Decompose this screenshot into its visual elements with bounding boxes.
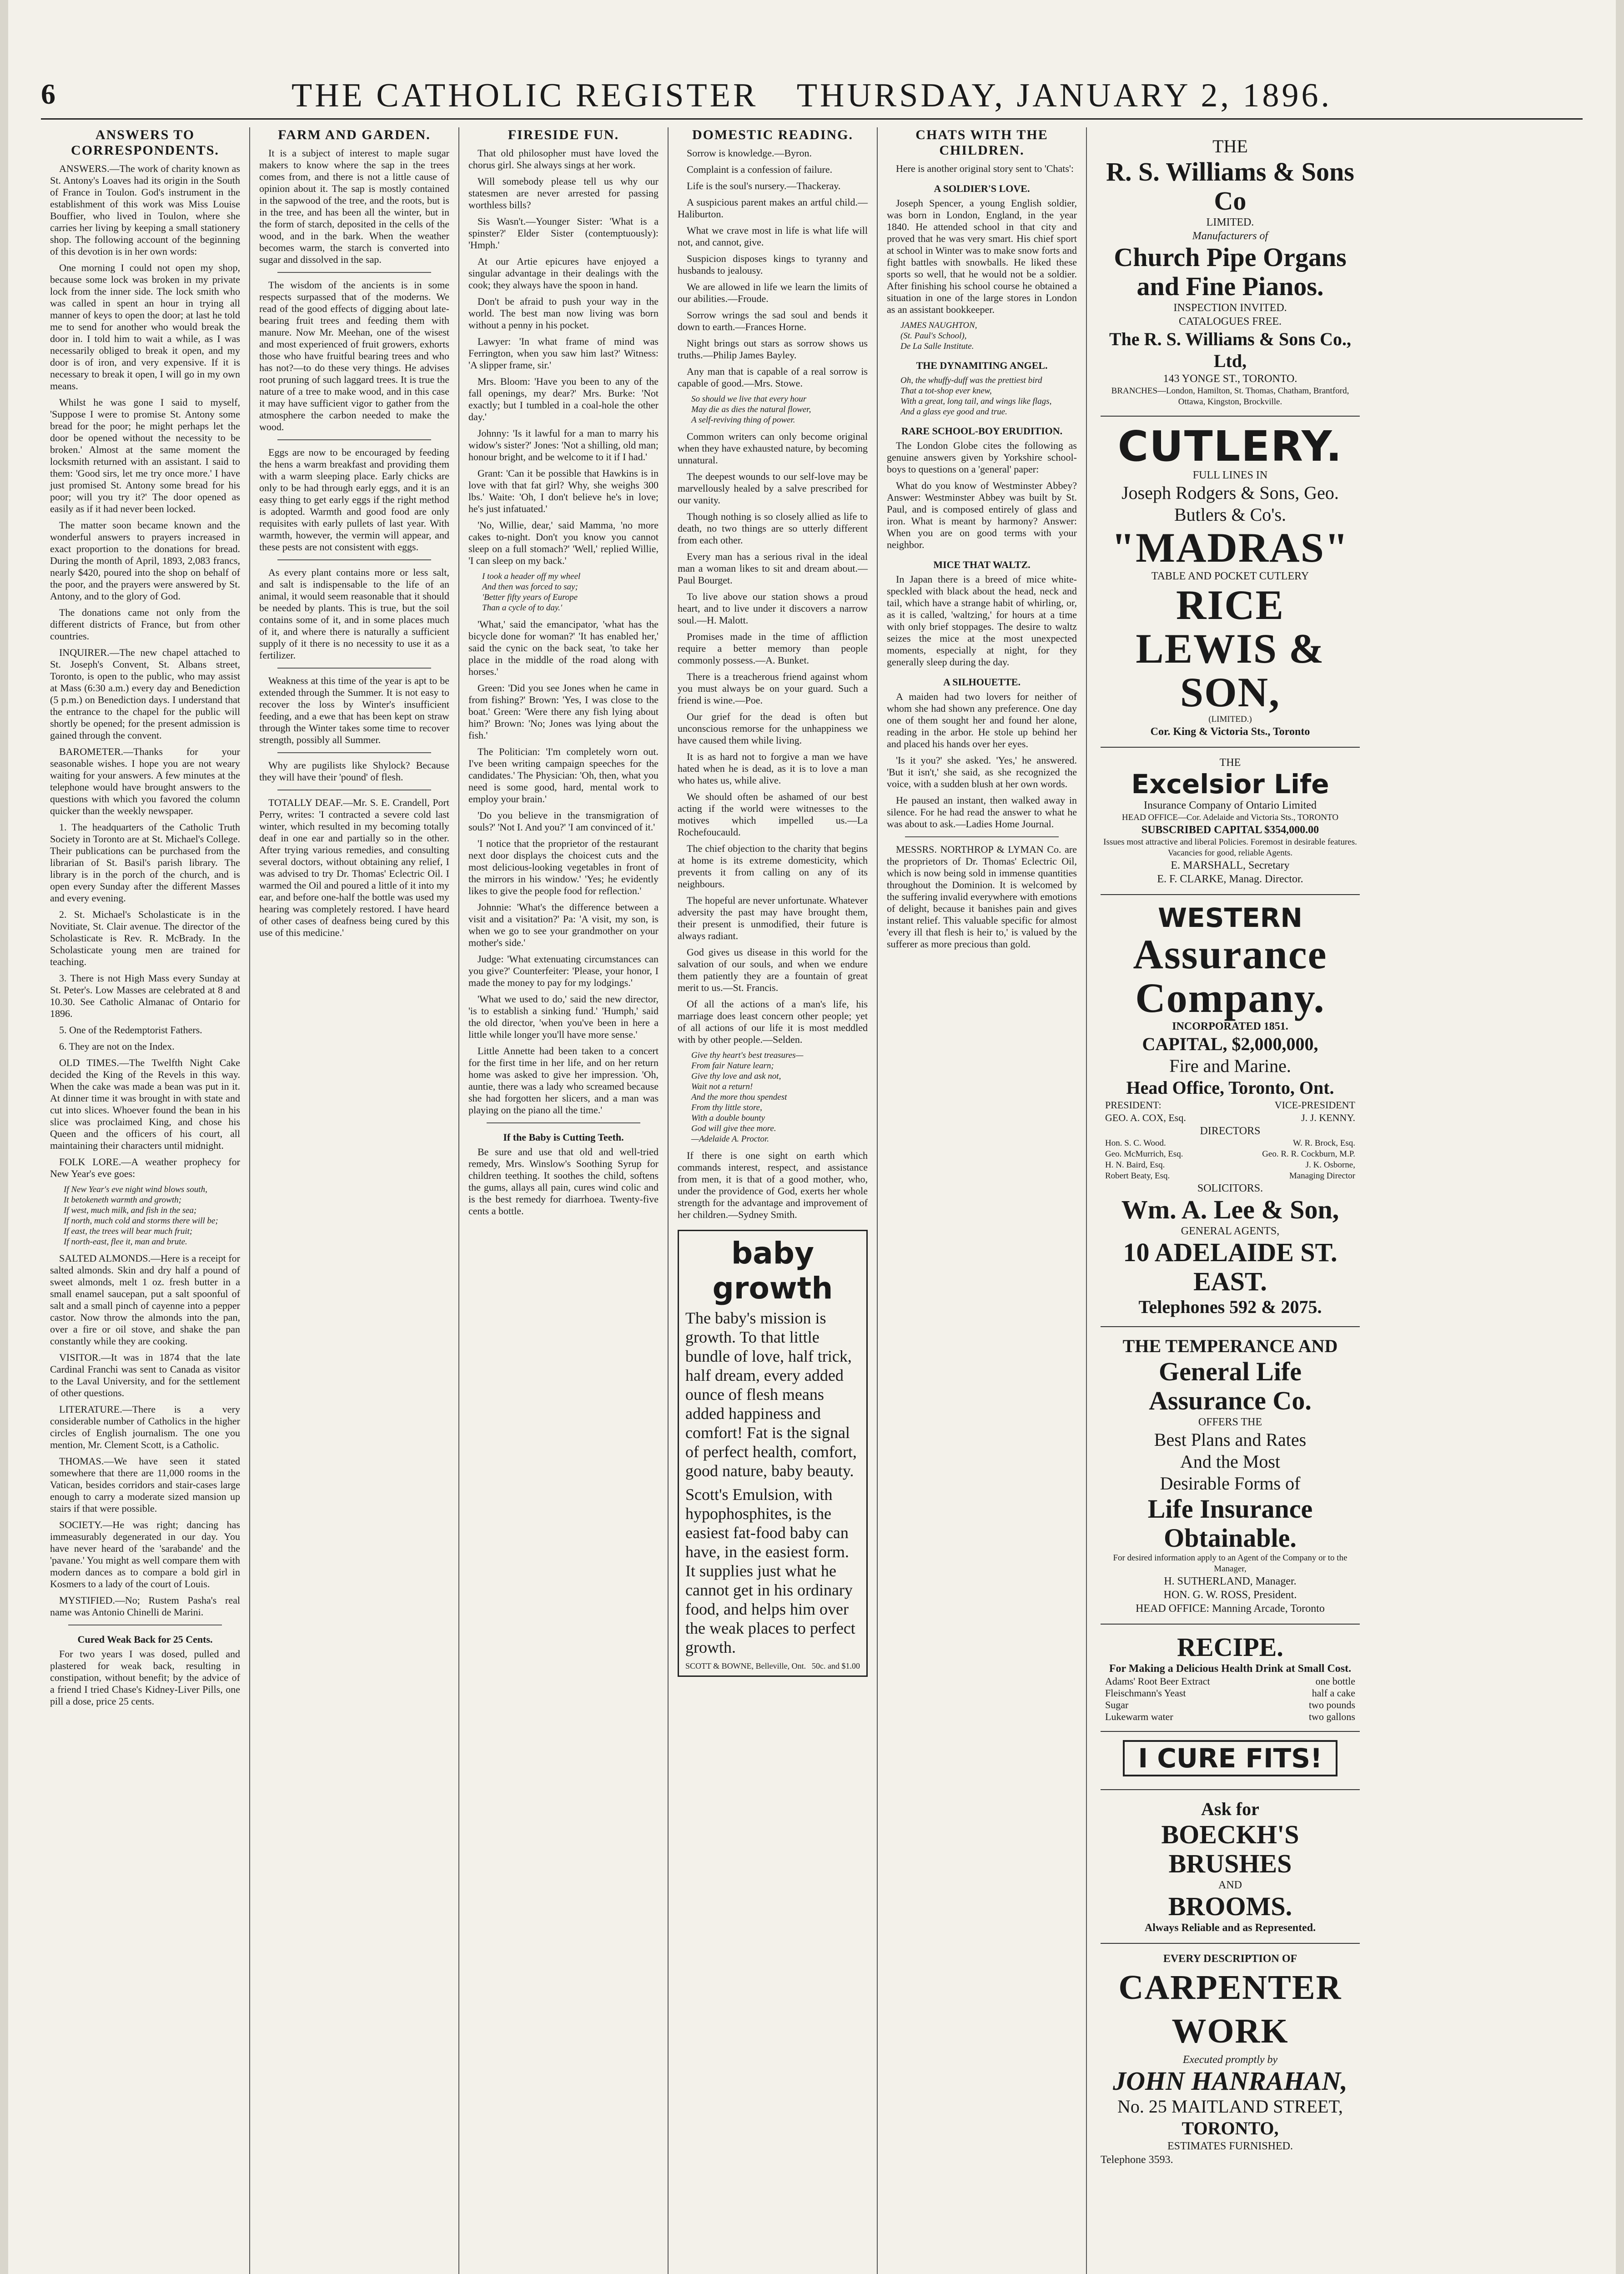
ad-line: THE TEMPERANCE AND [1122,1336,1338,1356]
williams-ad [1101,127,1360,417]
paragraph: Lawyer: 'In what frame of mind was Ferrington, when you saw him last?' Witness: 'A slipper frame, sir.' [468,336,659,371]
paragraph: He paused an instant, then walked away in silence. For he had read the answer to what he was about to ask.—Ladies Home Journal. [887,795,1077,830]
paragraph: Joseph Spencer, a young English soldier, was born in London, England, in the year 1840. He attended school in that city and proved that he was very smart. His chief sport at school in Winter was to make snow forts and fight battles with snowballs. He liked these sports so well, that he would not be a soldier. After finishing his school course he obtained a situation in one of the large stores in London as an assistant bookkeeper. [887,197,1077,315]
divider [487,1122,640,1123]
paragraph: INQUIRER.—The new chapel attached to St. Joseph's Convent, St. Albans street, Toronto, is open to the public, who may assist at Mass (6:30 a.m.) every day and Benediction (5 p.m.) on Benediction days. I understand that the entrance to the chapel for the public will shortly be opened; for the present admission is gained through the convent. [50,647,240,741]
page-number: 6 [41,78,55,110]
ad-line: Life Insurance Obtainable. [1147,1494,1313,1553]
ad-line: "MADRAS" [1111,524,1349,571]
paragraph: The London Globe cites the following as genuine answers given by Yorkshire school-boys to questions on a 'general' paper: [887,440,1077,475]
divider [277,668,431,669]
ad-line: TORONTO, [1182,2118,1279,2138]
cutlery-ad [1101,417,1360,748]
paragraph: LITERATURE.—There is a very considerable number of Catholics in the higher circles of English journalism. The one you mention, Mr. Clement Scott, is a Catholic. [50,1404,240,1450]
paragraph: MESSRS. NORTHROP & LYMAN Co. are the proprietors of Dr. Thomas' Eclectric Oil, which is now being sold in immense quantities throughout the Dominion. It is welcomed by the suffering invalid everywhere with emotions of delight, because it banishes pain and gives instant relief. This valuable specific for almost 'every ill that flesh is heir to,' is valued by the sufferer as more precious than gold. [887,844,1077,950]
ad-line: $354,000.00 [1264,824,1319,836]
paragraph: There is a treacherous friend against whom you must always be on your guard. Such a friend is wine.—Poe. [678,671,868,706]
column-domestic-reading [669,127,878,2274]
ad-maker: SCOTT & BOWNE, Belleville, Ont. [685,1661,806,1670]
officers [1101,1099,1360,1124]
paragraph: 'Do you believe in the transmigration of souls?' 'Not I. And you?' 'I am convinced of it.' [468,810,659,833]
item-title: MICE THAT WALTZ. [933,559,1031,570]
paragraph: Here is another original story sent to 'Chats': [896,163,1074,174]
column-heading: FARM AND GARDEN. [278,127,431,142]
ad-line: General Life Assurance Co. [1149,1357,1312,1415]
fits-ad [1101,1732,1360,1790]
ad-line: ESTIMATES FURNISHED. [1167,2140,1293,2152]
ad-line: PRESIDENT: [1105,1099,1161,1111]
western-ad [1101,895,1360,1327]
ad-line: AND [1218,1879,1242,1891]
divider [277,272,431,273]
ad-line: SOLICITORS. [1197,1182,1263,1194]
paragraph: Complaint is a confession of failure. [687,164,833,175]
item-title: If the Baby is Cutting Teeth. [503,1132,624,1143]
ad-line: INCORPORATED 1851. [1172,1021,1288,1032]
paragraph: MYSTIFIED.—No; Rustem Pasha's real name was Antonio Chinelli de Marini. [50,1595,240,1618]
paragraph: The wisdom of the ancients is in some respects surpassed that of the moderns. We read of the good effects of digging about late-bearing fruit trees and feeding them with manure. Now Mr. Meehan, one of the wisest and most experienced of fruit growers, exhorts those who have fruitful bearing trees and who has not?—to do these very things. He advises root pruning of such laggard trees. It is true the nature of a tree to make wood, and in this case it may have sufficient vigor to gather from the atmosphere the carbon needed to make the wood. [259,279,449,433]
ad-line: VICE-PRESIDENT [1274,1099,1355,1111]
ad-line: GEO. A. COX, Esq. [1105,1112,1186,1123]
ad-line: DIRECTORS [1200,1125,1261,1137]
ad-line: Always Reliable and as Represented. [1144,1922,1316,1934]
ad-body: Scott's Emulsion, with hypophosphites, is the easiest fat-food baby can have, in the easiest form. It supplies just what he cannot get in his ordinary food, and helps him over the weak places to perfect growth. [685,1485,855,1656]
paragraph: Green: 'Did you see Jones when he came in from fishing?' Brown: 'Yes, I was close to the boat.' Green: 'Were there any fish lying about him?' Brown: 'No; Jones was lying about the fish.' [468,682,659,741]
ad-line: No. 25 MAITLAND STREET, [1117,2096,1343,2117]
paragraph: Grant: 'Can it be possible that Hawkins is in love with that fat girl? Why, she weighs 300 lbs.' Waite: 'Oh, I don't believe he's in love; he's just infatuated.' [468,468,659,514]
ad-line: THE [1219,757,1241,769]
paragraph: Little Annette had been taken to a concert for the first time in her life, and on her return home was asked to give her impression. 'Oh, auntie, there was a lady who screamed because she had forgotten her slicers, and a man was playing on the piano all the time.' [468,1045,659,1116]
paragraph: Will somebody please tell us why our statesmen are never arrested for passing worthless bills? [468,176,659,211]
item-title: THE DYNAMITING ANGEL. [916,360,1048,371]
paragraph: VISITOR.—It was in 1874 that the late Cardinal Franchi was sent to Canada as visitor to the Laval University, and for the settlement of other questions. [50,1352,240,1399]
paragraph: The chief objection to the charity that begins at home is its extreme domesticity, which prevents it from calling on any of its neighbours. [678,843,868,890]
ad-line: E. F. CLARKE, Manag. Director. [1157,873,1303,885]
carpenter-ad [1101,1944,1360,2175]
paragraph: The Politician: 'I'm completely worn out. I've been writing campaign speeches for the candidates.' The Physician: 'Oh, then, what you need is some good, hard, mental work to employ your brain.' [468,746,659,805]
paragraph: A maiden had two lovers for neither of whom she had shown any preference. One day one of them sought her and found her alone, reading in the arbor. He stole up behind her and placed his hands over her eyes. [887,691,1077,750]
boeckh-ad [1101,1790,1360,1944]
paragraph: 6. They are not on the Index. [59,1041,175,1052]
ad-line: For desired information apply to an Agent of the Company or to the Manager, [1113,1553,1347,1574]
ad-line: OFFERS THE [1198,1416,1262,1428]
paragraph: God gives us disease in this world for the salvation of our souls, and when we endure them patiently they are a fountain of great merit to us.—St. Francis. [678,946,868,993]
ad-line: JOHN HANRAHAN, [1113,2066,1347,2096]
paragraph: Promises made in the time of affliction require a better memory than people commonly possess.—A. Bunket. [678,631,868,666]
ad-line: Hon. S. C. Wood. Geo. McMurrich, Esq. H. N. Baird, Esq. Robert Beaty, Esq. [1105,1138,1183,1181]
ad-title: baby growth [712,1236,833,1306]
column-heading: DOMESTIC READING. [692,127,854,142]
ad-line: LIMITED. [1206,216,1254,228]
weather-poem: If New Year's eve night wind blows south, It betokeneth warmth and growth; If west, much milk, and fish in the sea; If north, much cold and storms there will be; If east, the trees will bear much fruit; If north-east, flee it, man and brute. [64,1185,218,1247]
masthead [41,68,1583,120]
ad-line: Head Office, Toronto, Ont. [1126,1077,1334,1098]
temperance-ad [1101,1327,1360,1625]
ad-line: Issues most attractive and liberal Policies. Foremost in desirable features. Vacancies for good, reliable Agents. [1103,837,1357,858]
paragraph: SALTED ALMONDS.—Here is a receipt for salted almonds. Skin and dry half a pound of sweet almonds, melt 1 oz. fresh butter in a small enamel saucepan, put a salt spoonful of salt and a small pinch of cayenne into a pepper castor. Now throw the almonds into the pan, over a fire or oil stove, and shake the pan constantly while they are cooking. [50,1253,240,1347]
paragraph: Of all the actions of a man's life, his marriage does least concern other people; yet of all actions of our life it is most meddled with by other people.—Selden. [678,998,868,1045]
divider [905,836,1059,837]
ad-price: 50c. and $1.00 [812,1661,860,1670]
paragraph: Sorrow wrings the sad soul and bends it down to earth.—Frances Horne. [678,309,868,332]
recipe-ad [1101,1625,1360,1732]
item-title: RARE SCHOOL-BOY ERUDITION. [901,425,1063,437]
ad-line: SUBSCRIBED CAPITAL [1141,824,1262,836]
ad-line: CUTLERY. [1117,422,1343,471]
ad-line: Desirable Forms of [1160,1473,1301,1494]
page-columns [41,127,1583,2274]
paragraph: 'No, Willie, dear,' said Mamma, 'no more cakes to-night. Don't you know you cannot sleep on a full stomach?' 'Well,' replied Willie, 'I can sleep on my back.' [468,519,659,566]
item-title: A SILHOUETTE. [943,676,1021,688]
ad-line: (LIMITED.) [1208,714,1252,724]
paragraph: Though nothing is so closely allied as life to death, no two things are so utterly different from each other. [678,511,868,546]
treasure-poem: Give thy heart's best treasures— From fair Nature learn; Give thy love and ask not, Wait not a return! And the more thou spendest From thy little store, With a double bounty God will give thee more. —Adelaide A. Proctor. [691,1051,804,1144]
paragraph: We should often be ashamed of our best acting if the world were witnesses to the motives which impelled us.—La Rochefoucauld. [678,791,868,838]
paragraph: 1. The headquarters of the Catholic Truth Society in Toronto are at St. Michael's College. Their publications can be purchased from the librarian of St. Basil's parish library. The library is in the porch of the church, and is open every Sunday after the different Masses and every evening. [50,821,240,904]
paragraph: As every plant contains more or less salt, and salt is indispensable to the life of an animal, it would seem reasonable that it should be needed by plants. This is true, but the soil contains some of it, and in some places much of it, and where there is naturally a sufficient supply of it there is no necessity to use it as a fertilizer. [259,567,449,661]
paragraph: Suspicion disposes kings to tyranny and husbands to jealousy. [678,253,868,276]
column-heading: CHATS WITH THE CHILDREN. [915,127,1048,158]
scotts-emulsion-ad [678,1230,868,1677]
ad-signature [685,1661,860,1671]
paragraph: Every man has a serious rival in the ideal man a woman likes to sit and dream about.—Paul Bourget. [678,551,868,586]
ad-line: Manufacturers of [1192,230,1268,242]
ad-line: HEAD OFFICE: Manning Arcade, Toronto [1136,1603,1325,1615]
ad-line: J. J. KENNY. [1301,1112,1355,1123]
recipe-item: Lukewarm water [1105,1711,1173,1722]
recipe-item: Sugar [1105,1699,1129,1711]
ad-line: BROOMS. [1168,1892,1292,1921]
paragraph: Sis Wasn't.—Younger Sister: 'What is a spinster?' Elder Sister (contemptuously): 'Hmph.' [468,216,659,251]
column-chats-children [878,127,1087,2274]
ad-line: RICE LEWIS & SON, [1136,582,1325,715]
paragraph: We are allowed in life we learn the limits of our abilities.—Froude. [678,281,868,304]
paragraph: Johnnie: 'What's the difference between a visit and a visitation?' Pa: 'A visit, my son, is when we go to see your grandmother on your mother's side.' [468,901,659,948]
paragraph: Any man that is capable of a real sorrow is capable of good.—Mrs. Stowe. [678,366,868,389]
paragraph: It is a subject of interest to maple sugar makers to know where the sap in the trees comes from, and there is not a little cause of opinion about it. The sap is mostly contained in the sapwood of the tree, and the roots, but is in the tree, and has been all the winter, but in the form of starch, deposited in the cells of the wood, and in the bark. When the weather becomes warm, the starch is converted into sugar and dissolved in the sap. [259,147,449,265]
ad-line: W. R. Brock, Esq. Geo. R. R. Cockburn, M.P. J. K. Osborne, Managing Director [1262,1138,1355,1181]
item-title: Cured Weak Back for 25 Cents. [77,1634,213,1645]
ad-line: 10 ADELAIDE ST. EAST. [1123,1238,1337,1296]
issue-date: THURSDAY, JANUARY 2, 1896. [796,77,1332,114]
ad-line: HEAD OFFICE—Cor. Adelaide and Victoria Sts., TORONTO [1121,813,1339,822]
recipe-qty: two gallons [1308,1711,1355,1722]
paragraph: Our grief for the dead is often but unconscious remorse for the unhappiness we have caused them while living. [678,711,868,746]
ad-line: HON. G. W. ROSS, President. [1163,1589,1297,1601]
cycle-poem: I took a header off my wheel And then was forced to say; 'Better fifty years of Europe Than a cycle of to day.' [482,572,581,613]
recipe-qty: half a cake [1312,1687,1355,1699]
ad-line: H. SUTHERLAND, Manager. [1164,1575,1297,1587]
paragraph: Life is the soul's nursery.—Thackeray. [687,180,841,191]
paragraph: 'I notice that the proprietor of the restaurant next door displays the choicest cuts and the most delicious-looking vegetables in front of the mirrors in his window.' 'Yes; he evidently likes to give the people food for reflection.' [468,838,659,896]
ad-line: and Fine Pianos. [1136,272,1324,301]
paragraph: 'What,' said the emancipator, 'what has the bicycle done for woman?' 'It has enabled her,' said the cynic on the back seat, 'to take her place in the middle of the road along with horses.' [468,619,659,677]
paragraph: The deepest wounds to our self-love may be marvellously healed by a salve prescribed for our vanity. [678,471,868,506]
paragraph: ANSWERS.—The work of charity known as St. Antony's Loaves had its origin in the South of France in Toulon. God's instrument in the establishment of this work was Miss Louise Bouffier, who lived in Toulon, where she carries her living by keeping a small stationery shop. The following account of the beginning of this devotion is in her own words: [50,163,240,257]
divider [277,559,431,560]
ad-line: Cor. King & Victoria Sts., Toronto [1150,726,1310,738]
ad-line: TABLE AND POCKET CUTLERY [1151,570,1309,582]
column-fireside-fun [459,127,669,2274]
paragraph: Eggs are now to be encouraged by feeding the hens a warm breakfast and providing them with a warm sleeping place. Early chicks are only to be had through early eggs, and it is an easy thing to get early eggs if the right method is adopted. Warmth and good food are only requisites with early pullets of last year. With warmth, however, the vermin will appear, and these pests are not consistent with eggs. [259,447,449,553]
column-heading: FIRESIDE FUN. [508,127,619,142]
paragraph: Judge: 'What extenuating circumstances can you give?' Counterfeiter: 'Please, your honor, I made the money to pay for my lodgings.' [468,953,659,988]
ad-body: The baby's mission is growth. To that little bundle of love, half trick, half dream, every added ounce of flesh means added happiness and comfort! Fat is the signal of perfect health, comfort, good nature, baby beauty. [685,1309,857,1480]
paragraph: 5. One of the Redemptorist Fathers. [59,1024,202,1036]
paragraph: At our Artie epicures have enjoyed a singular advantage in their dealings with the cook; they always have the spoon in hand. [468,256,659,291]
paragraph: Sorrow is knowledge.—Byron. [687,147,812,159]
live-poem: So should we live that every hour May die as dies the natural flower, A self-reviving thing of power. [691,394,811,425]
paragraph: FOLK LORE.—A weather prophecy for New Year's eve goes: [50,1156,240,1179]
paragraph: Why are pugilists like Shylock? Because they will have their 'pound' of flesh. [259,760,449,783]
column-heading: ANSWERS TO CORRESPONDENTS. [71,127,219,158]
recipe-qty: one bottle [1315,1675,1355,1687]
paragraph: Common writers can only become original when they have exhausted nature, by becoming unnatural. [678,431,868,466]
recipe-item: Fleischmann's Yeast [1105,1687,1186,1699]
ad-line: Fire and Marine. [1169,1056,1291,1076]
ad-line: BRANCHES—London, Hamilton, St. Thomas, Chatham, Brantford, Ottawa, Kingston, Brockville. [1111,386,1349,407]
paragraph: 'Is it you?' she asked. 'Yes,' he answered. 'But it isn't,' she said, as she recognized the voice, with a sudden blush at her own words. [887,755,1077,790]
paragraph: For two years I was dosed, pulled and plastered for weak back, resulting in constipation, without benefit; by the advice of a friend I tried Chase's Kidney-Liver Pills, one pill a dose, price 25 cents. [50,1648,240,1707]
paragraph: The donations came not only from the different districts of France, but from other countries. [50,607,240,642]
directors-list [1101,1138,1360,1182]
newspaper-name: THE CATHOLIC REGISTER [292,77,759,114]
paragraph: In Japan there is a breed of mice white-speckled with black about the head, neck and tail, which have a strange habit of whirling, or, as it is called, 'waltzing,' for hours at a time with only brief stoppages. The desire to waltz seizes the mice at the most unexpected moments, especially at night, for they generally sleep during the day. [887,574,1077,668]
paragraph: The matter soon became known and the wonderful answers to prayers increased in exact proportion to the donations for bread. During the month of April, 1893, 2,083 francs, nearly $420, poured into the shop on behalf of the poor, and the prayers were answered by St. Antony, and to the glory of God. [50,519,240,602]
ad-line: EVERY DESCRIPTION OF [1163,1953,1297,1965]
ad-line: CAPITAL, [1142,1034,1227,1054]
ad-line: Ask for [1201,1799,1259,1819]
ad-line: R. S. Williams & Sons Co [1106,157,1354,216]
ad-line: Joseph Rodgers & Sons, Geo. Butlers & Co's. [1121,483,1339,525]
paragraph: Mrs. Bloom: 'Have you been to any of the fall openings, my dear?' Mrs. Burke: 'Not exactly; but I tumbled in a coal-hole the other day.' [468,376,659,423]
ad-line: Executed promptly by [1182,2054,1278,2066]
paragraph: The hopeful are never unfortunate. Whatever adversity the past may have brought them, their present is unmodified, their future is always radiant. [678,895,868,941]
paragraph: BAROMETER.—Thanks for your seasonable wishes. I hope you are not weary waiting for your answers. A few minutes at the telephone would have brought answers to the questions with which you favored the column quicker than the weekly newspaper. [50,746,240,816]
paragraph: That old philosopher must have loved the chorus girl. She always sings at her work. [468,147,659,171]
column-farm-garden [250,127,459,2274]
ad-line: 143 YONGE ST., TORONTO. [1163,373,1297,385]
ad-line: CARPENTER WORK [1118,1968,1342,2050]
article-body [50,163,240,1707]
paragraph: If there is one sight on earth which commands interest, respect, and assistance from men, it is that of a good mother, who, under the providence of God, exerts her whole strength for the advantage and improvement of her children.—Sydney Smith. [678,1150,868,1220]
item-title: A SOLDIER'S LOVE. [934,183,1030,194]
paragraph: OLD TIMES.—The Twelfth Night Cake decided the King of the Revels in this way. When the cake was made a bean was put in it. At dinner time it was brought in with state and cut into slices. Whoever found the bean in his slice was proclaimed King, and chose his Queen and the officers of his court, all maintaining their characters until midnight. [50,1057,240,1151]
ad-line: Telephones 592 & 2075. [1138,1297,1322,1317]
ad-line: I CURE FITS! [1138,1743,1322,1774]
ad-line: Assurance Company. [1133,931,1327,1021]
signature-block: JAMES NAUGHTON, (St. Paul's School), De La Salle Institute. [900,321,977,351]
column-advertisements [1087,127,1373,2274]
paragraph: Don't be afraid to push your way in the world. The best man now living was born without a penny in his pocket. [468,296,659,331]
paragraph: SOCIETY.—He was right; dancing has immeasurably degenerated in our day. You have never heard of the 'sarabande' and the 'pavane.' You might as well compare them with modern dances as to compare a bold girl in Kosmers to a lady of the court of Louis. [50,1519,240,1590]
ad-line: BOECKH'S BRUSHES [1161,1820,1299,1878]
ad-line: $2,000,000, [1232,1034,1318,1054]
ad-line: Wm. A. Lee & Son, [1121,1195,1339,1224]
ad-line: Best Plans and Rates [1154,1429,1307,1450]
paragraph: Weakness at this time of the year is apt to be extended through the Summer. It is not easy to recover the loss by Winter's insufficient feeding, and a ewe that has been kept on straw through the Winter takes some time to recover strength, possibly all Summer. [259,675,449,745]
newspaper-title [41,76,1583,115]
ad-line: For Making a Delicious Health Drink at Small Cost. [1109,1663,1352,1675]
divider [277,439,431,440]
paragraph: What do you know of Westminster Abbey? Answer: Westminster Abbey was built by St. Paul, and is composed entirely of glass and iron. What is meant by harmony? Answer: When you are on good terms with your neighbor. [887,480,1077,550]
column-answers [41,127,250,2274]
paragraph: What we crave most in life is what life will not, and cannot, give. [678,225,868,248]
ad-line: Excelsior Life [1131,769,1329,800]
whuffy-poem: Oh, the whuffy-duff was the prettiest bird That a tot-shop ever knew, With a great, long tail, and wings like flags, And a glass eye good and true. [900,376,1052,417]
paragraph: 2. St. Michael's Scholasticate is in the Novitiate, St. Clair avenue. The director of the Scholasticate is Rev. R. McBrady. In the Scholasticate young men are trained for teaching. [50,909,240,967]
paragraph: Night brings out stars as sorrow shows us truths.—Philip James Bayley. [678,337,868,361]
paragraph: To live above our station shows a proud heart, and to live under it discovers a narrow soul.—H. Malott. [678,591,868,626]
ad-line: E. MARSHALL, Secretary [1171,860,1290,871]
ad-line: Telephone 3593. [1101,2154,1173,2166]
paragraph: It is as hard not to forgive a man we have hated when he is dead, as it is to love a man who hates us, while alive. [678,751,868,786]
ad-line: And the Most [1180,1451,1280,1472]
ad-line: FULL LINES IN [1192,469,1268,481]
paragraph: One morning I could not open my shop, because some lock was broken in my private lock from the inner side. The lock smith who was called in spent an hour in trying all manner of keys to open the door; at last he told me to send for another who would break the door in. I told him to wait a while, as I was necessarily obliged to break it open, and my door is of iron, and very expensive. If it is necessary to break it open, I will go in my own means. [50,262,240,392]
paragraph: Be sure and use that old and well-tried remedy, Mrs. Winslow's Soothing Syrup for children teething. It soothes the child, softens the gums, allays all pain, cures wind colic and is the best remedy for diarrhoea. Twenty-five cents a bottle. [468,1146,659,1217]
ad-line: Insurance Company of Ontario Limited [1144,800,1317,811]
ad-line: The R. S. Williams & Sons Co., Ltd, [1109,329,1351,371]
ad-line: INSPECTION INVITED. [1173,302,1287,314]
ad-line: Church Pipe Organs [1114,242,1347,272]
ad-line: CATALOGUES FREE. [1178,316,1282,327]
ad-line: RECIPE. [1177,1632,1283,1662]
paragraph: TOTALLY DEAF.—Mr. S. E. Crandell, Port Perry, writes: 'I contracted a severe cold last winter, which resulted in my becoming totally deaf in one ear and partially so in the other. After trying various remedies, and consulting several doctors, without obtaining any relief, I was advised to try Dr. Thomas' Eclectric Oil. I warmed the Oil and poured a little of it into my ear, and before one-half the bottle was used my hearing was completely restored. I have heard of other cases of deafness being cured by this use of this medicine.' [259,797,449,938]
paragraph: 3. There is not High Mass every Sunday at St. Peter's. Low Masses are celebrated at 8 and 10.30. See Catholic Almanac of Ontario for 1896. [50,972,240,1019]
paragraph: 'What we used to do,' said the new director, 'is to establish a sinking fund.' 'Humph,' said the old director, 'when you've been in here a little while longer you'll have more sense.' [468,993,659,1040]
paragraph: Whilst he was gone I said to myself, 'Suppose I were to promise St. Antony some bread for the poor; he might perhaps let the door be opened without the necessity to be broken.' Almost at the same moment the locksmith returned with an assistant. I said to them: 'Good sirs, let me try once more.' I have just promised St. Antony some bread for his poor; will you try it?' The door opened as easily as if it had never been locked. [50,397,240,514]
recipe-qty: two pounds [1308,1699,1355,1711]
excelsior-ad [1101,748,1360,895]
paragraph: Johnny: 'Is it lawful for a man to marry his widow's sister?' Jones: 'Not a shilling, old man; honour bright, and be welcome to it if I had.' [468,428,659,463]
ad-line: WESTERN [1158,902,1302,933]
divider [277,752,431,753]
ad-line: THE [1212,136,1248,156]
paragraph: THOMAS.—We have seen it stated somewhere that there are 11,000 rooms in the Vatican, besides corridors and stair-cases large enough to carry a moderate sized mansion up stairs if that were possible. [50,1455,240,1514]
paragraph: A suspicious parent makes an artful child.—Haliburton. [678,196,868,220]
recipe-item: Adams' Root Beer Extract [1105,1675,1210,1687]
ad-line: GENERAL AGENTS, [1181,1225,1280,1237]
